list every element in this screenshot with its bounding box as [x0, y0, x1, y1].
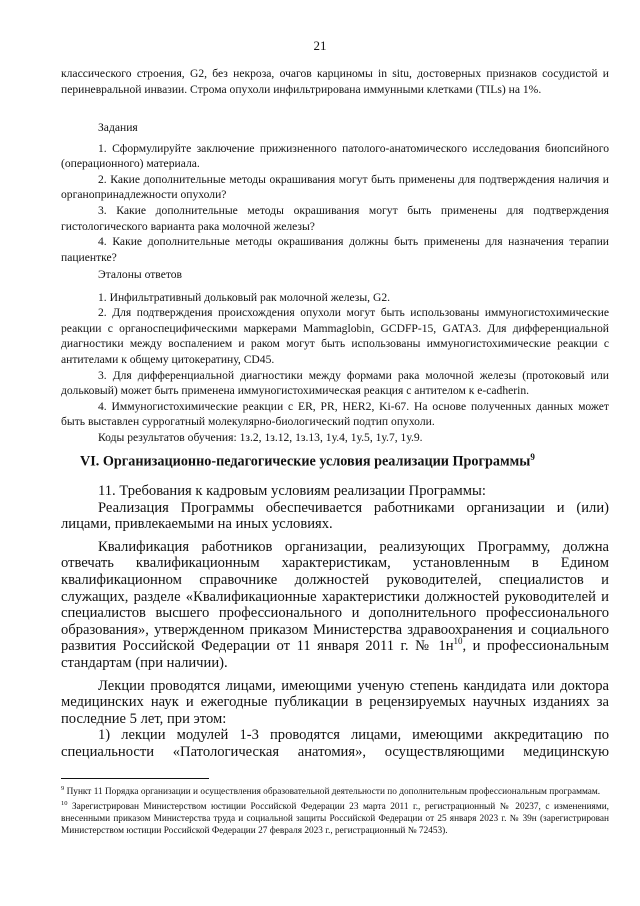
footnote-ref-10: 10: [453, 636, 463, 647]
tasks-block: [61, 120, 609, 265]
staffing-requirements: [61, 483, 609, 761]
requirements-paragraph-3: Лекции проводятся лицами, имеющими ученую степень кандидата или доктора медицинских наук и ежегодные публикации в рецензируемых научных изданиях за последние 5 лет, при этом:: [61, 677, 609, 727]
footnote-10: [61, 798, 609, 837]
section-heading: [80, 452, 620, 471]
requirements-intro: 11. Требования к кадровым условиям реализации Программы:: [98, 483, 486, 499]
qualification-text: Квалификация работников организации, реализующих Программу, должна отвечать квалификационным характеристикам, установленным в Едином квалификационном справочнике должностей руководителей, специалистов и служащих, разделе «Квалификационные характеристики должностей руководителей и специалистов высшего профессионального и дополнительного профессионального образования», утвержденном приказом Министерства здравоохранения и социального развития Российской Федерации от 11 января 2011 г. № 1н: [61, 538, 609, 655]
footnotes: [61, 783, 609, 837]
case-end-block: [61, 66, 609, 97]
section-title: VI. Организационно-педагогические условия реализации Программы: [80, 453, 531, 470]
learning-codes: Коды результатов обучения: 1з.2, 1з.12, 1з.13, 1у.4, 1у.5, 1у.7, 1у.9.: [98, 430, 423, 444]
task-item-1: 1. Сформулируйте заключение прижизненного патолого-анатомического исследования биопсийного (операционного) материала.: [61, 141, 609, 171]
task-item-3: 3. Какие дополнительные методы окрашивания могут быть применены для подтверждения гистологического варианта рака молочной железы?: [61, 203, 609, 233]
qualification-text-end: , и профессиональным стандартам (при наличии).: [61, 638, 609, 671]
task-item-2: 2. Какие дополнительные методы окрашивания могут быть применены для подтверждения наличия и органопринадлежности опухоли?: [61, 172, 609, 202]
footnote-9-text: Пункт 11 Порядка организации и осуществления образовательной деятельности по дополнительным профессиональным программам.: [66, 787, 601, 798]
answers-heading: Эталоны ответов: [98, 268, 183, 281]
tasks-heading: Задания: [98, 121, 138, 134]
footnote-10-marker: 10: [61, 800, 68, 808]
answer-item-2: 2. Для подтверждения происхождения опухоли могут быть использованы иммуногистохимические реакции с органоспецифическими маркерами Mammaglobin, GCDFP-15, GATA3. Для дифференциальной диагностики между воспалением и раком могут быть использованы иммуногистохимические реакции с антителами к общему цитокератину, CD45.: [61, 306, 609, 366]
footnote-9: [61, 783, 609, 798]
footnote-ref-9: 9: [530, 452, 535, 462]
footnote-divider: [61, 778, 209, 779]
task-item-4: 4. Какие дополнительные методы окрашивания должны быть применены для назначения терапии пациентке?: [61, 235, 609, 264]
requirements-paragraph-1: Реализация Программы обеспечивается работниками организации и (или) лицами, привлекаемыми на иных условиях.: [61, 499, 609, 533]
page-number: 21: [313, 38, 327, 53]
footnote-9-marker: 9: [61, 785, 65, 792]
footnote-10-text: Зарегистрирован Министерством юстиции Российской Федерации 23 марта 2011 г., регистрационный № 20237, с изменениями, внесенными приказом Министерства труда и социальной защиты Российской Федерации от 25 января 2023 г. № 39н (зарегистрирован Министерством юстиции Российской Федерации 27 февраля 2023 г., регистрационный № 72453).: [61, 802, 610, 837]
answer-item-1: 1. Инфильтративный дольковый рак молочной железы, G2.: [98, 290, 391, 304]
requirements-paragraph-4: 1) лекции модулей 1-3 проводятся лицами, имеющими аккредитацию по специальности «Патологическая анатомия», осуществляющими медицинскую: [61, 727, 609, 760]
answer-item-4: 4. Иммуногистохимические реакции с ER, PR, HER2, Ki-67. На основе полученных данных может быть выставлен суррогатный молекулярно-биологический подтип опухоли.: [61, 399, 609, 429]
answers-block: [61, 267, 609, 446]
answer-item-3: 3. Для дифференциальной диагностики между формами рака молочной железы (протоковый или дольковый) может быть применена иммуногистохимическая реакция с антителом к e-cadherin.: [61, 368, 609, 398]
requirements-paragraph-2: [61, 539, 609, 672]
case-end-text: классического строения, G2, без некроза, очагов карциномы in situ, достоверных признаков сосудистой и периневральной инвазии. Строма опухоли инфильтрирована иммунными клетками (TILs) на 1%.: [61, 67, 609, 96]
